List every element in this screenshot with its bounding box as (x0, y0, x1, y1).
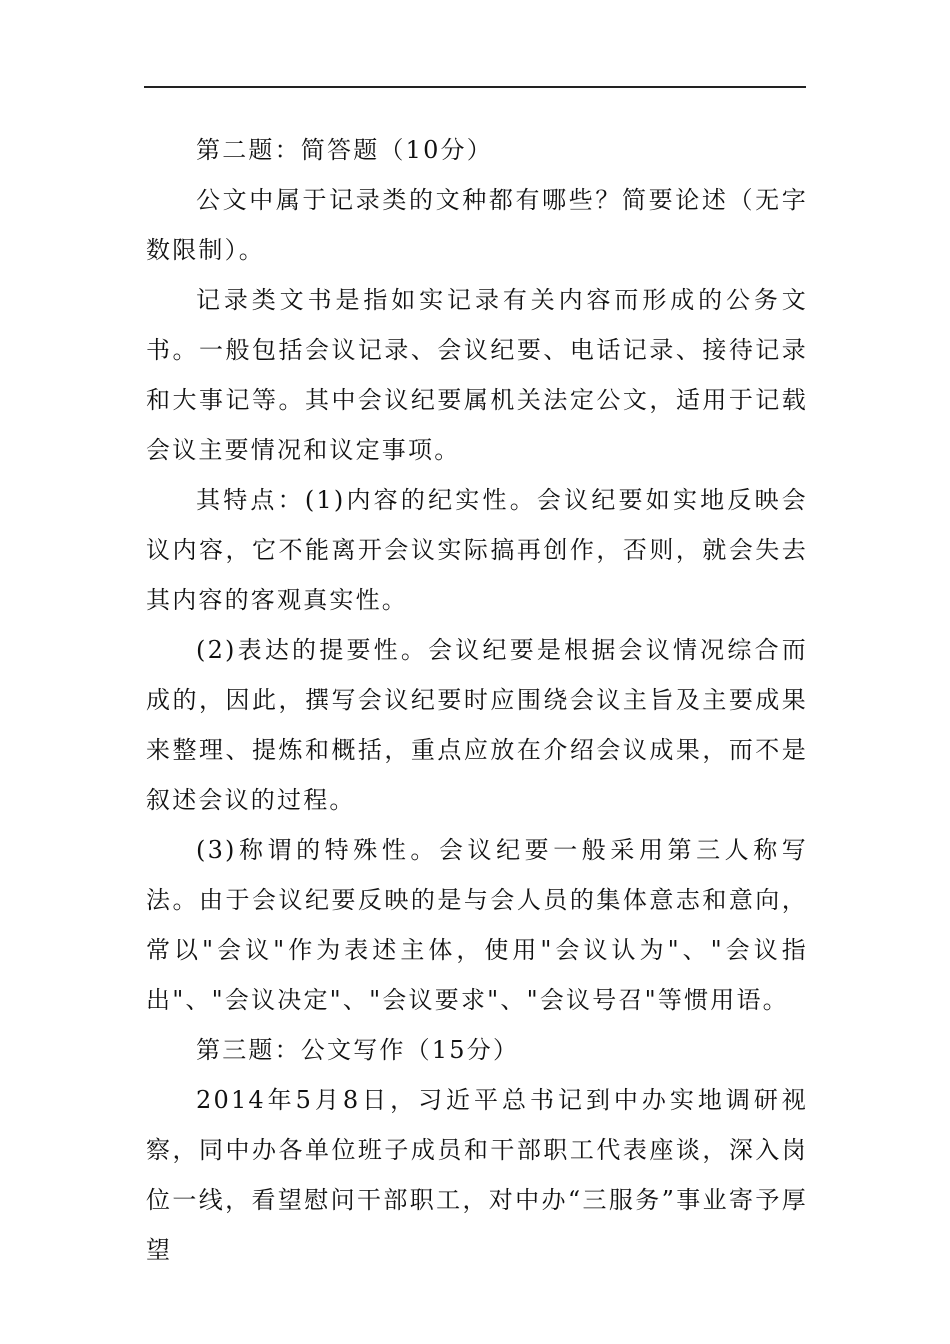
answer-paragraph-feature-1: 其特点：(1)内容的纪实性。会议纪要如实地反映会议内容，它不能离开会议实际搞再创作，否则，就会失去其内容的客观真实性。 (146, 486, 808, 614)
question-3-title: 第三题：公文写作（15分） (196, 1036, 520, 1064)
question-2-prompt: 公文中属于记录类的文种都有哪些？简要论述（无字数限制）。 (146, 186, 808, 264)
question-2-title: 第二题：简答题（10分） (196, 136, 493, 164)
question-3-prompt: 2014年5月8日，习近平总书记到中办实地调研视察，同中办各单位班子成员和干部职工代表座谈，深入岗位一线，看望慰问干部职工，对中办“三服务”事业寄予厚望 (146, 1086, 808, 1264)
answer-paragraph-feature-2: (2)表达的提要性。会议纪要是根据会议情况综合而成的，因此，撰写会议纪要时应围绕会议主旨及主要成果来整理、提炼和概括，重点应放在介绍会议成果，而不是叙述会议的过程。 (146, 636, 808, 814)
header-rule (144, 86, 806, 88)
answer-paragraph-intro: 记录类文书是指如实记录有关内容而形成的公务文书。一般包括会议记录、会议纪要、电话记录、接待记录和大事记等。其中会议纪要属机关法定公文，适用于记载会议主要情况和议定事项。 (146, 286, 808, 464)
document-body (146, 125, 808, 1275)
answer-paragraph-feature-3: (3)称谓的特殊性。会议纪要一般采用第三人称写法。由于会议纪要反映的是与会人员的集体意志和意向，常以"会议"作为表述主体，使用"会议认为"、"会议指出"、"会议决定"、"会议要求"、"会议号召"等惯用语。 (146, 836, 808, 1014)
